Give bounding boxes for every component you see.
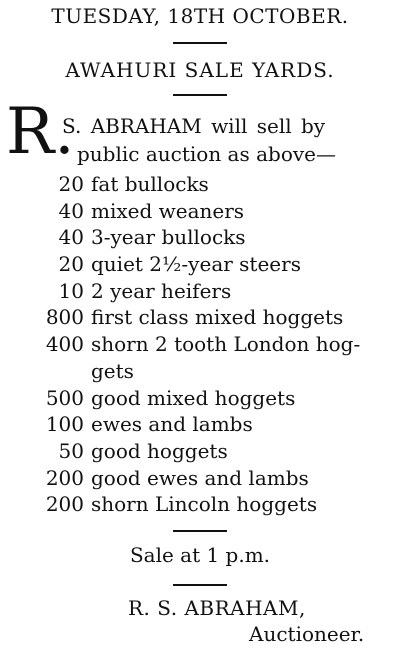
item-quantity: 800 [45,305,84,330]
livestock-list [0,171,400,518]
item-quantity: 20 [58,252,84,277]
list-item [0,224,400,251]
sale-time: Sale at 1 p.m. [129,543,271,567]
signer-name: R. S. ABRAHAM, [128,596,306,620]
item-description: ewes and lambs [91,412,253,437]
list-item [0,198,400,225]
item-quantity: 100 [45,412,84,437]
venue-heading: AWAHURI SALE YARDS. [65,58,335,82]
item-quantity: 500 [45,385,84,410]
item-description: good mixed hoggets [91,385,296,410]
intro-line-1: S. ABRAHAM will sell by [62,114,326,138]
item-quantity: 200 [45,492,84,517]
signer-title: Auctioneer. [249,622,365,646]
item-description: mixed weaners [91,198,245,223]
item-description: fat bullocks [91,172,209,196]
divider-rule [173,530,227,532]
list-item [0,278,400,305]
item-quantity: 40 [58,198,84,223]
item-description: good ewes and lambs [91,465,309,490]
item-description: gets [91,358,134,383]
item-quantity: 50 [58,438,84,463]
list-item [0,251,400,278]
intro-line-2: public auction as above— [77,142,337,166]
item-description: good hoggets [91,438,228,463]
item-quantity: 40 [58,225,84,250]
drop-cap: R. [6,95,75,169]
divider-rule [173,42,227,44]
item-description: quiet 2½-year steers [91,252,301,277]
list-item [0,385,400,412]
list-item [0,304,400,331]
item-quantity: 200 [45,465,84,490]
divider-rule [173,94,227,96]
list-item [0,438,400,465]
list-item [0,331,400,358]
item-quantity: 20 [58,172,84,196]
item-description: shorn Lincoln hoggets [91,492,318,517]
item-description: first class mixed hoggets [91,305,344,330]
item-description: 2 year heifers [91,278,232,303]
list-item [0,171,400,198]
item-description: 3-year bullocks [91,225,246,250]
list-item [0,358,400,385]
item-description: shorn 2 tooth London hog- [91,332,361,357]
list-item [0,465,400,492]
divider-rule [173,584,227,586]
list-item [0,491,400,518]
item-quantity: 10 [58,278,84,303]
list-item [0,411,400,438]
notice-date: TUESDAY, 18TH OCTOBER. [51,4,349,28]
item-quantity: 400 [45,332,84,357]
